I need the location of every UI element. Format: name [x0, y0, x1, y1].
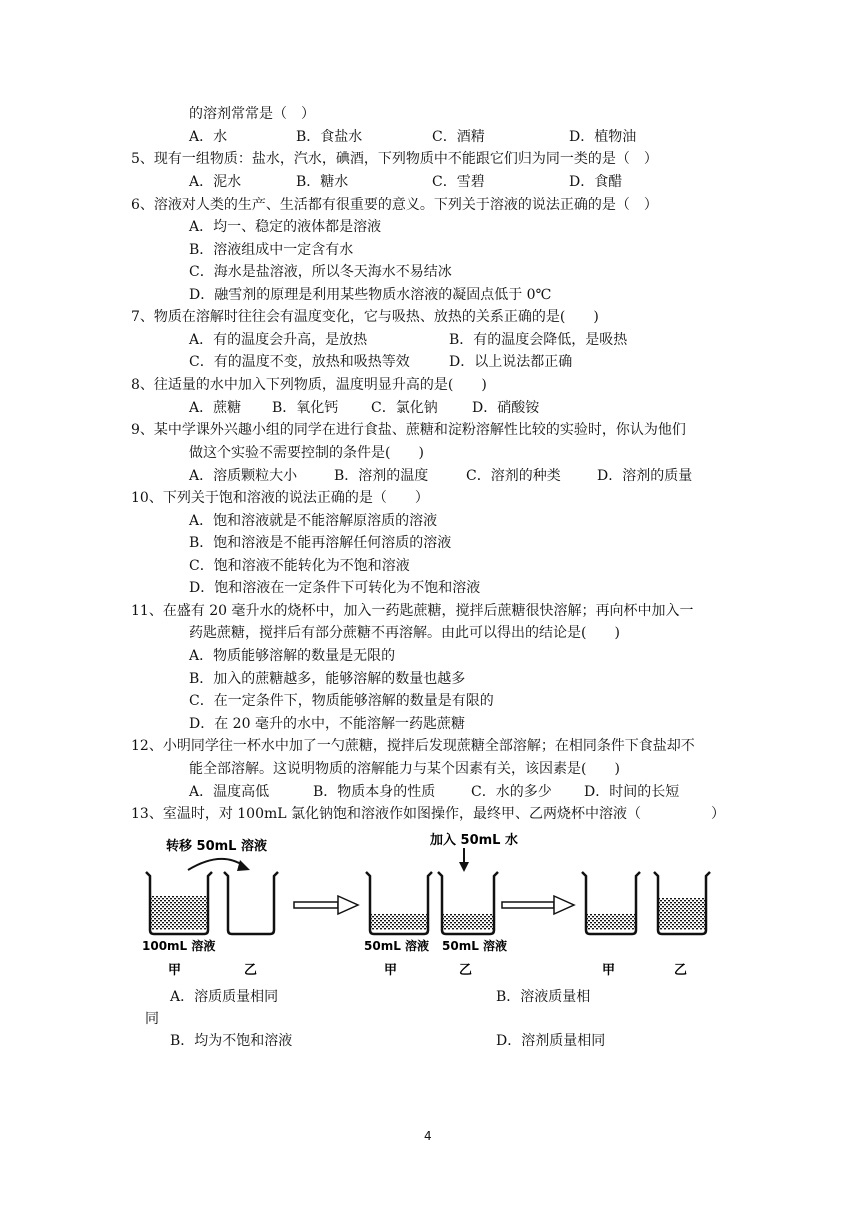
q10-stem: 10、下列关于饱和溶液的说法正确的是（ ） [131, 490, 429, 506]
q7-option-d: D．以上说法都正确 [449, 354, 573, 370]
q5-option-b: B．糖水 [296, 174, 349, 190]
q12-option-c: C．水的多少 [471, 784, 552, 800]
q8-option-d: D．硝酸铵 [472, 400, 540, 416]
q8-option-b: B．氧化钙 [272, 400, 339, 416]
q5-option-d: D．食醋 [569, 174, 623, 190]
q12-option-a: A．温度高低 [189, 784, 270, 800]
add-water-label: 加入 50mL 水 [430, 833, 518, 848]
q6-stem: 6、溶液对人类的生产、生活都有很重要的意义。下列关于溶液的说法正确的是（ ） [131, 197, 658, 213]
q9-stem: 9、某中学课外兴趣小组的同学在进行食盐、蔗糖和淀粉溶解性比较的实验时，你认为他们 [131, 422, 686, 438]
q7-stem: 7、物质在溶解时往往会有温度变化，它与吸热、放热的关系正确的是( ) [131, 309, 599, 325]
q13-option-d: D．溶剂质量相同 [496, 1033, 606, 1049]
q13-option-b: B．溶液质量相 [496, 989, 591, 1005]
q6-option-a: A．均一、稳定的液体都是溶液 [189, 219, 382, 235]
process-arrow-2 [502, 896, 574, 914]
q9-option-b: B．溶剂的温度 [334, 468, 429, 484]
q13-stem: 13、室温时，对 100mL 氯化钠饱和溶液作如图操作，最终甲、乙两烧杯中溶液（ ） [131, 806, 726, 822]
label-jia-2: 甲 [384, 963, 398, 978]
q13-option-b-wrap: 同 [145, 1011, 159, 1027]
q9-option-d: D．溶剂的质量 [597, 468, 693, 484]
q9-stem-continued: 做这个实验不需要控制的条件是( ) [189, 445, 424, 461]
label-yi-3: 乙 [674, 963, 688, 978]
page-number: 4 [424, 1129, 432, 1143]
q13-option-a: A．溶质质量相同 [170, 989, 279, 1005]
q4-option-b: B．食盐水 [296, 129, 363, 145]
q12-stem: 12、小明同学往一杯水中加了一勺蔗糖，搅拌后发现蔗糖全部溶解；在相同条件下食盐却不 [131, 738, 695, 754]
label-yi-1: 乙 [244, 963, 258, 978]
beaker-yi-stage3 [654, 872, 710, 934]
q12-option-d: D．时间的长短 [584, 784, 680, 800]
q4-option-c: C．酒精 [432, 129, 485, 145]
q13-option-c: B．均为不饱和溶液 [170, 1033, 293, 1049]
q12-option-b: B．物质本身的性质 [313, 784, 436, 800]
vol-50-label-yi: 50mL 溶液 [442, 939, 508, 953]
q11-option-c: C．在一定条件下，物质能够溶解的数量是有限的 [189, 693, 494, 709]
beaker-figure [136, 832, 716, 982]
q11-option-d: D．在 20 毫升的水中，不能溶解一药匙蔗糖 [189, 716, 465, 732]
q10-option-d: D．饱和溶液在一定条件下可转化为不饱和溶液 [189, 580, 481, 596]
q8-stem: 8、往适量的水中加入下列物质，温度明显升高的是( ) [131, 377, 487, 393]
beaker-yi-stage2 [438, 872, 498, 934]
q8-option-a: A．蔗糖 [189, 400, 242, 416]
q8-option-c: C．氯化钠 [371, 400, 438, 416]
q10-option-a: A．饱和溶液就是不能溶解原溶质的溶液 [189, 513, 438, 529]
q11-option-a: A．物质能够溶解的数量是无限的 [189, 648, 396, 664]
transfer-arrowhead [237, 860, 250, 871]
label-jia-1: 甲 [168, 963, 182, 978]
q7-option-c: C．有的温度不变，放热和吸热等效 [189, 354, 410, 370]
q5-option-c: C．雪碧 [432, 174, 485, 190]
q9-option-a: A．溶质颗粒大小 [189, 468, 298, 484]
process-arrow-1 [294, 896, 358, 914]
q5-option-a: A．泥水 [189, 174, 242, 190]
q6-option-d: D．融雪剂的原理是利用某些物质水溶液的凝固点低于 0℃ [189, 287, 552, 303]
beaker-yi-stage1 [224, 872, 278, 934]
q4-option-d: D．植物油 [569, 129, 637, 145]
q9-option-c: C．溶剂的种类 [466, 468, 561, 484]
q5-stem: 5、现有一组物质：盐水，汽水，碘酒，下列物质中不能跟它们归为同一类的是（ ） [131, 151, 658, 167]
q7-option-a: A．有的温度会升高，是放热 [189, 332, 368, 348]
label-yi-2: 乙 [459, 963, 473, 978]
q7-option-b: B．有的温度会降低，是吸热 [449, 332, 628, 348]
q10-option-b: B．饱和溶液是不能再溶解任何溶质的溶液 [189, 535, 452, 551]
vol-50-label-jia: 50mL 溶液 [364, 939, 430, 953]
q11-stem: 11、在盛有 20 毫升水的烧杯中，加入一药匙蔗糖，搅拌后蔗糖很快溶解；再向杯中加入一 [131, 603, 694, 619]
transfer-arrow [188, 859, 244, 870]
vol-100-label: 100mL 溶液 [142, 939, 216, 953]
q6-option-c: C．海水是盐溶液，所以冬天海水不易结冰 [189, 264, 452, 280]
q4-option-a: A．水 [189, 129, 228, 145]
q12-stem-continued: 能全部溶解。这说明物质的溶解能力与某个因素有关，该因素是( ) [189, 761, 620, 777]
q11-stem-continued: 药匙蔗糖，搅拌后有部分蔗糖不再溶解。由此可以得出的结论是( ) [189, 625, 620, 641]
label-jia-3: 甲 [602, 963, 616, 978]
transfer-label: 转移 50mL 溶液 [166, 839, 267, 854]
beaker-jia-stage2 [366, 872, 432, 934]
q6-option-b: B．溶液组成中一定含有水 [189, 242, 354, 258]
add-water-arrowhead [459, 862, 469, 872]
beaker-jia-stage3 [582, 872, 640, 934]
q11-option-b: B．加入的蔗糖越多，能够溶解的数量也越多 [189, 671, 466, 687]
q4-stem-continued: 的溶剂常常是（ ） [189, 106, 315, 122]
beaker-jia-stage1 [146, 872, 212, 934]
q10-option-c: C．饱和溶液不能转化为不饱和溶液 [189, 558, 410, 574]
